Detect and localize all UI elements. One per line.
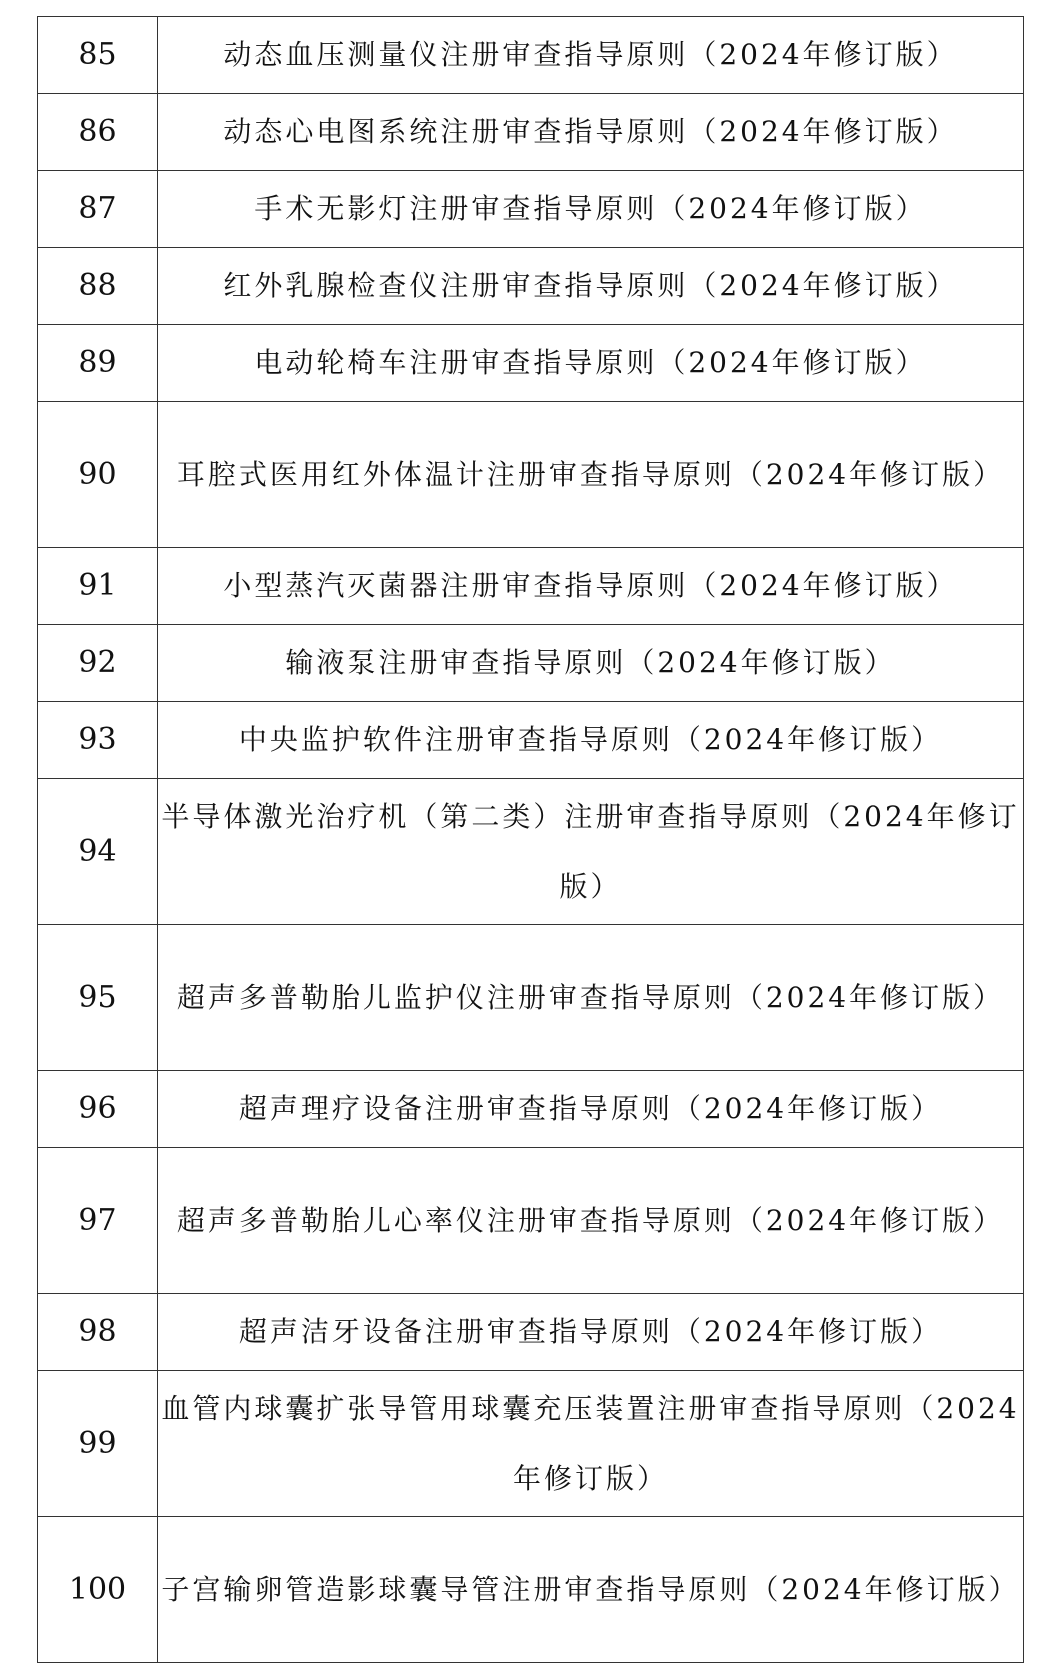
row-number: 85	[38, 17, 158, 94]
table-row	[38, 248, 1024, 325]
table-row	[38, 171, 1024, 248]
guideline-title: 超声洁牙设备注册审查指导原则（2024年修订版）	[158, 1294, 1024, 1371]
guideline-title: 子宫输卵管造影球囊导管注册审查指导原则（2024年修订版）	[158, 1517, 1024, 1663]
guideline-title: 动态心电图系统注册审查指导原则（2024年修订版）	[158, 94, 1024, 171]
row-number: 87	[38, 171, 158, 248]
row-number: 92	[38, 625, 158, 702]
row-number: 86	[38, 94, 158, 171]
row-number: 89	[38, 325, 158, 402]
row-number: 91	[38, 548, 158, 625]
table-row	[38, 1148, 1024, 1294]
table-row	[38, 925, 1024, 1071]
row-number: 97	[38, 1148, 158, 1294]
table-row	[38, 779, 1024, 925]
table-row	[38, 1371, 1024, 1517]
guideline-title: 动态血压测量仪注册审查指导原则（2024年修订版）	[158, 17, 1024, 94]
guideline-title: 中央监护软件注册审查指导原则（2024年修订版）	[158, 702, 1024, 779]
guideline-title: 输液泵注册审查指导原则（2024年修订版）	[158, 625, 1024, 702]
table-row	[38, 702, 1024, 779]
row-number: 88	[38, 248, 158, 325]
table-row	[38, 1517, 1024, 1663]
row-number: 99	[38, 1371, 158, 1517]
row-number: 100	[38, 1517, 158, 1663]
row-number: 94	[38, 779, 158, 925]
guideline-title: 电动轮椅车注册审查指导原则（2024年修订版）	[158, 325, 1024, 402]
table-row	[38, 94, 1024, 171]
guideline-title: 耳腔式医用红外体温计注册审查指导原则（2024年修订版）	[158, 402, 1024, 548]
row-number: 98	[38, 1294, 158, 1371]
guideline-title: 超声多普勒胎儿监护仪注册审查指导原则（2024年修订版）	[158, 925, 1024, 1071]
row-number: 93	[38, 702, 158, 779]
guideline-title: 小型蒸汽灭菌器注册审查指导原则（2024年修订版）	[158, 548, 1024, 625]
guideline-table	[37, 16, 1024, 1663]
table-row	[38, 1071, 1024, 1148]
table-row	[38, 548, 1024, 625]
guideline-title: 半导体激光治疗机（第二类）注册审查指导原则（2024年修订版）	[158, 779, 1024, 925]
guideline-title: 红外乳腺检查仪注册审查指导原则（2024年修订版）	[158, 248, 1024, 325]
guideline-title: 血管内球囊扩张导管用球囊充压装置注册审查指导原则（2024年修订版）	[158, 1371, 1024, 1517]
table-row	[38, 625, 1024, 702]
table-row	[38, 17, 1024, 94]
guideline-title: 超声多普勒胎儿心率仪注册审查指导原则（2024年修订版）	[158, 1148, 1024, 1294]
row-number: 90	[38, 402, 158, 548]
guideline-title: 超声理疗设备注册审查指导原则（2024年修订版）	[158, 1071, 1024, 1148]
table-row	[38, 402, 1024, 548]
row-number: 95	[38, 925, 158, 1071]
row-number: 96	[38, 1071, 158, 1148]
table-row	[38, 325, 1024, 402]
table-row	[38, 1294, 1024, 1371]
guideline-title: 手术无影灯注册审查指导原则（2024年修订版）	[158, 171, 1024, 248]
